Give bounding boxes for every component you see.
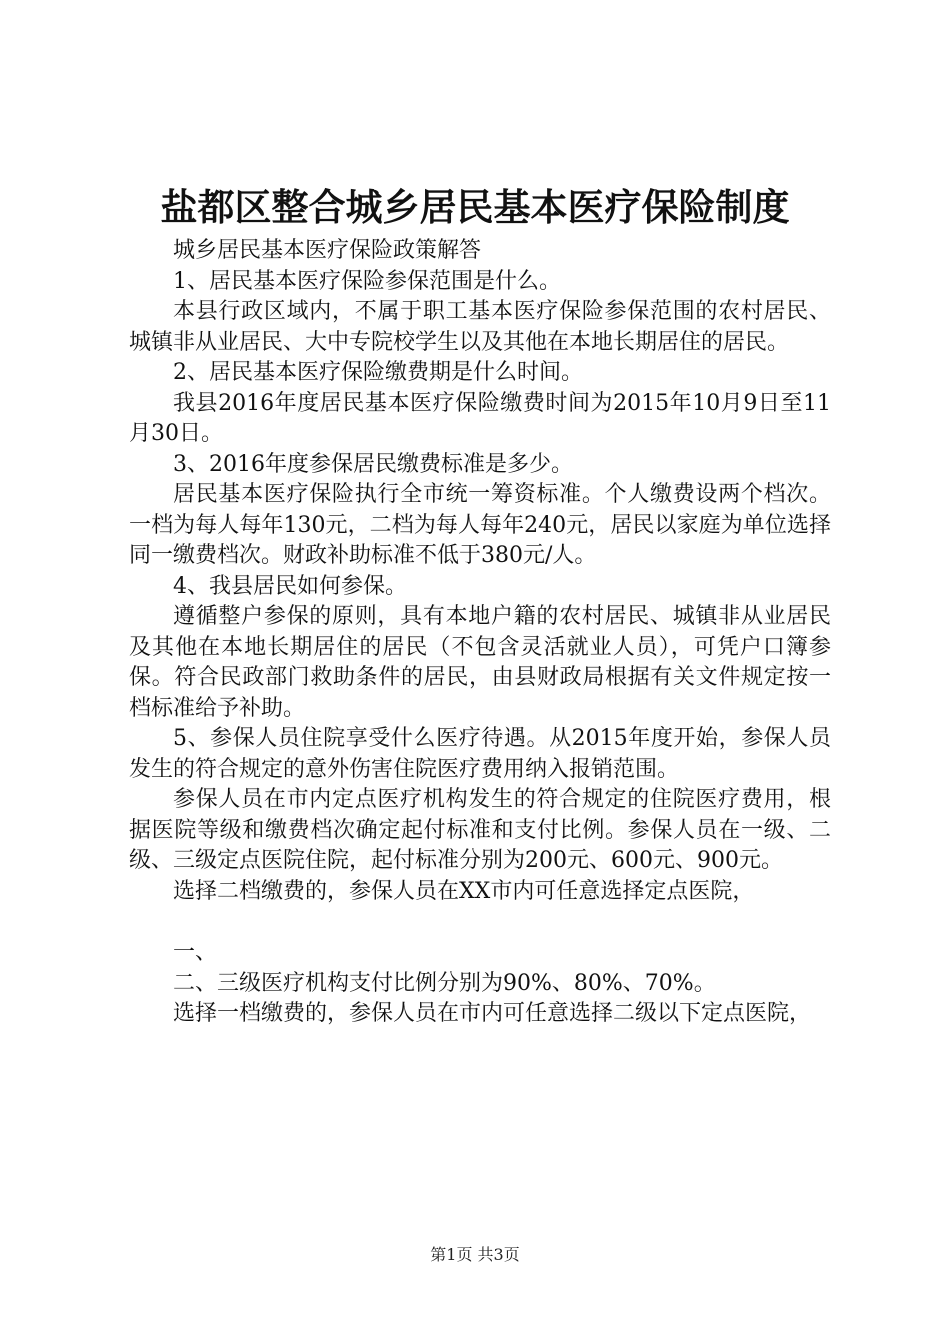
answer-5-paragraph-1: 参保人员在市内定点医疗机构发生的符合规定的住院医疗费用，根据医院等级和缴费档次确定起付标准和支付比例。参保人员在一级、二级、三级定点医院住院，起付标准分别为200元、600元、900元。 [129, 787, 831, 873]
answer-5-paragraph-4: 二、三级医疗机构支付比例分别为90%、80%、70%。 [173, 970, 716, 996]
question-3: 3、2016年度参保居民缴费标准是多少。 [173, 451, 573, 477]
question-4: 4、我县居民如何参保。 [173, 573, 407, 599]
question-2: 2、居民基本医疗保险缴费期是什么时间。 [173, 360, 583, 385]
subtitle-paragraph: 城乡居民基本医疗保险政策解答 [173, 238, 482, 263]
answer-2: 我县2016年度居民基本医疗保险缴费时间为2015年10月9日至11月30日。 [129, 390, 831, 446]
document-body [129, 236, 831, 1030]
page-footer: 第1页 共3页 [430, 1245, 520, 1264]
answer-5-paragraph-2: 选择二档缴费的，参保人员在XX市内可任意选择定点医院， [173, 878, 755, 904]
answer-5-paragraph-3: 一、 [173, 940, 218, 965]
question-1: 1、居民基本医疗保险参保范围是什么。 [173, 268, 561, 294]
answer-5-paragraph-5: 选择一档缴费的，参保人员在市内可任意选择二级以下定点医院， [173, 1001, 812, 1026]
document-title: 盐都区整合城乡居民基本医疗保险制度 [160, 186, 790, 229]
answer-1: 本县行政区域内，不属于职工基本医疗保险参保范围的农村居民、城镇非从业居民、大中专院校学生以及其他在本地长期居住的居民。 [129, 299, 831, 355]
answer-3: 居民基本医疗保险执行全市统一筹资标准。个人缴费设两个档次。一档为每人每年130元，二档为每人每年240元，居民以家庭为单位选择同一缴费档次。财政补助标准不低于380元/人。 [129, 482, 831, 568]
answer-4: 遵循整户参保的原则，具有本地户籍的农村居民、城镇非从业居民及其他在本地长期居住的居民（不包含灵活就业人员），可凭户口簿参保。符合民政部门救助条件的居民，由县财政局根据有关文件规定按一档标准给予补助。 [129, 604, 831, 721]
question-5: 5、参保人员住院享受什么医疗待遇。从2015年度开始，参保人员发生的符合规定的意外伤害住院医疗费用纳入报销范围。 [129, 726, 831, 782]
